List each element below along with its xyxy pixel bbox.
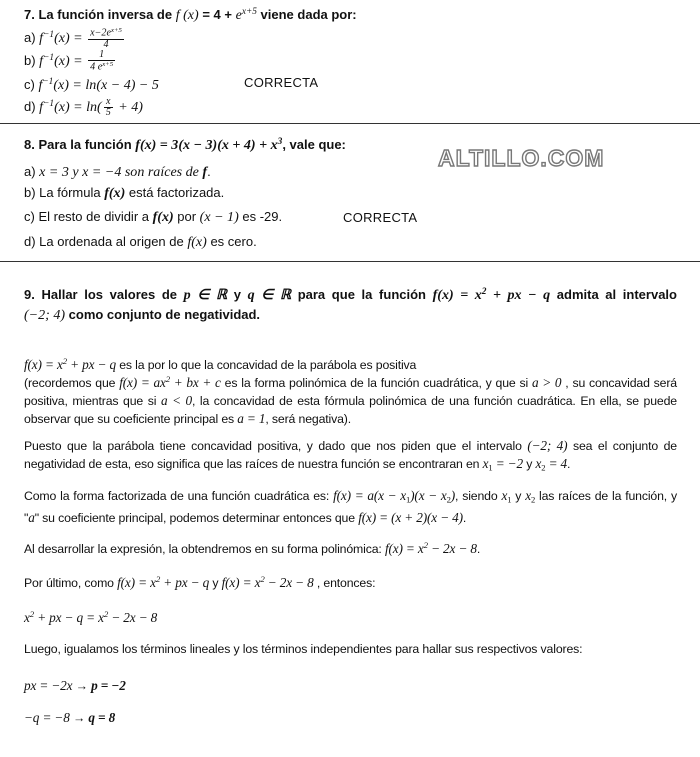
math-segment: x+5 xyxy=(241,7,257,17)
text-segment: , será negativa). xyxy=(265,411,352,426)
math-segment: − 2x − 8 xyxy=(108,609,158,625)
text-segment: admita al intervalo xyxy=(550,287,677,303)
math-segment: (x) = xyxy=(54,53,87,70)
paragraph xyxy=(24,371,677,428)
math-segment: (x) = ln(x − 4) − 5 xyxy=(53,77,159,94)
math-segment: p ∈ ℝ xyxy=(183,287,228,304)
text-segment: por xyxy=(173,209,200,224)
math-segment: −1 xyxy=(43,99,55,109)
math-segment: f xyxy=(39,30,44,47)
q7-title xyxy=(24,3,357,24)
math-segment: a = 1 xyxy=(237,410,266,426)
math-segment: q ∈ ℝ xyxy=(247,287,292,304)
math-segment: 4 xyxy=(103,39,109,51)
q8-option-a xyxy=(24,163,211,181)
math-segment: 3 xyxy=(277,137,283,147)
q8-option-d xyxy=(24,233,257,251)
math-segment: 2 xyxy=(155,574,161,584)
q7-option-b xyxy=(24,49,117,74)
math-segment: 2 xyxy=(446,494,451,505)
text-segment: 8. Para la función xyxy=(24,137,136,153)
math-segment: + px − q = x xyxy=(34,609,104,625)
math-segment: )(x − x xyxy=(410,488,447,503)
math-segment: 1 xyxy=(99,48,105,60)
fraction xyxy=(88,27,124,51)
paragraph xyxy=(24,571,677,592)
math-segment: 4 e xyxy=(90,62,103,74)
text-segment: y xyxy=(511,489,526,503)
math-segment: f(x) = 3(x − 3)(x + 4) + x xyxy=(135,137,278,154)
math-segment: a < 0 xyxy=(161,392,192,408)
math-segment: a xyxy=(28,509,35,525)
text-segment: como conjunto de negatividad. xyxy=(65,307,261,322)
math-segment: 1 xyxy=(406,494,411,505)
paragraph xyxy=(24,641,677,658)
math-segment: + 4) xyxy=(114,99,143,116)
result-p xyxy=(24,677,677,695)
text-segment: es la por lo que la concavidad de la parábola es positiva xyxy=(115,357,417,372)
text-segment: c) xyxy=(24,77,39,93)
q7-correct-label: CORRECTA xyxy=(244,75,319,90)
math-segment: − 2x − 8 xyxy=(427,540,477,556)
text-segment: las raíces de la función, y " xyxy=(24,489,677,525)
text-segment: , siendo xyxy=(455,489,502,503)
denominator xyxy=(104,108,113,119)
math-segment: 2 xyxy=(29,609,35,619)
math-segment: f (x) xyxy=(175,7,199,24)
text-segment: Por último, como xyxy=(24,575,118,590)
text-segment: sea el conjunto de negatividad de esta, eso significa que las raíces de nuestra función se encontraran en xyxy=(24,439,677,471)
math-segment: 5 xyxy=(105,107,111,119)
text-segment: Al desarrollar la expresión, la obtendremos en su forma polinómica: xyxy=(24,541,385,556)
math-segment: −1 xyxy=(43,30,55,40)
fraction xyxy=(104,97,113,119)
text-segment: Como la forma factorizada de una función cuadrática es: xyxy=(24,489,334,503)
math-segment: 1 xyxy=(507,494,512,505)
math-segment: x xyxy=(525,488,531,503)
math-segment: a > 0 xyxy=(531,374,562,390)
separator xyxy=(0,261,700,262)
math-segment: −1 xyxy=(43,53,55,63)
fraction xyxy=(88,50,115,74)
paragraph xyxy=(24,487,677,527)
math-segment: (−2; 4) xyxy=(24,307,66,323)
math-segment: 2 xyxy=(481,287,487,297)
text-segment: está factorizada. xyxy=(125,185,225,200)
math-segment: 2 xyxy=(103,609,109,619)
text-segment: y xyxy=(227,287,248,303)
text-segment: viene dada por: xyxy=(256,7,357,23)
math-segment: −q = −8 xyxy=(24,710,70,725)
text-segment: a) xyxy=(24,30,40,46)
math-segment: + px − q xyxy=(160,574,210,590)
text-segment: (recordemos que xyxy=(24,375,120,390)
text-segment: d) La ordenada al origen de xyxy=(24,234,188,249)
q8-option-c xyxy=(24,208,282,226)
text-segment: b) La fórmula xyxy=(24,185,105,200)
text-segment: Puesto que la parábola tiene concavidad positiva, y dado que nos piden que el intervalo xyxy=(24,439,528,453)
q7-option-c xyxy=(24,73,159,94)
math-segment: x xyxy=(24,609,30,625)
math-segment: f(x) xyxy=(187,234,207,250)
math-segment: + px − q xyxy=(66,356,116,372)
math-segment: x+5 xyxy=(102,61,114,69)
math-segment: − 2x − 8 xyxy=(264,574,314,590)
text-segment: Luego, igualamos los términos lineales y los términos independientes para hallar sus respectivos valores: xyxy=(24,642,583,656)
text-segment: 9. Hallar los valores de xyxy=(24,287,184,303)
q8-option-b xyxy=(24,184,224,202)
numerator xyxy=(88,27,124,40)
math-segment: f(x) = (x + 2)(x − 4) xyxy=(358,509,463,525)
math-segment: + px − q xyxy=(486,287,551,304)
math-segment: ) xyxy=(450,488,456,503)
math-segment: f(x) xyxy=(104,185,126,201)
math-segment: f(x) = x xyxy=(384,540,424,556)
math-segment: 2 xyxy=(165,374,170,384)
math-segment: x−2e xyxy=(90,27,111,39)
math-segment: (x) = ln( xyxy=(54,99,102,116)
math-segment: f(x) = x xyxy=(432,287,482,304)
q7-option-a xyxy=(24,26,126,51)
math-segment: x xyxy=(535,456,542,471)
math-segment: 2 xyxy=(530,494,536,505)
text-segment: b) xyxy=(24,53,40,69)
text-segment: a) xyxy=(24,164,40,179)
text-segment: . xyxy=(207,164,211,179)
text-segment: , vale que: xyxy=(282,137,346,153)
math-segment: x xyxy=(106,95,111,107)
math-segment: e xyxy=(235,7,242,24)
math-segment: f(x) = x xyxy=(221,574,261,590)
math-segment: −1 xyxy=(42,77,54,87)
text-segment: → xyxy=(72,679,92,693)
text-segment: = 4 + xyxy=(198,7,236,23)
paragraph xyxy=(24,537,677,558)
math-segment: f(x) = a(x − x xyxy=(333,488,406,503)
math-segment: 1 xyxy=(488,462,493,473)
math-segment: (x) = xyxy=(54,30,87,47)
text-segment: , la concavidad de esta fórmula polinómica de una función cuadrática. En ella, se puede observar que su coeficiente principal es xyxy=(24,393,677,426)
text-segment: . xyxy=(476,541,481,556)
math-segment: p = −2 xyxy=(91,678,126,693)
text-segment: es la forma polinómica de la función cuadrática, y que si xyxy=(220,375,532,390)
math-segment: + bx + c xyxy=(169,374,221,390)
q7-option-d xyxy=(24,95,143,119)
q8-correct-label: CORRECTA xyxy=(343,210,418,225)
math-segment: = −2 xyxy=(492,456,523,471)
math-segment: 2 xyxy=(62,356,67,366)
q8-title xyxy=(24,133,346,154)
math-segment: = 4 xyxy=(545,456,568,471)
math-segment: x = 3 y x = −4 son raíces de xyxy=(39,164,203,180)
q9-title-line2 xyxy=(24,306,260,324)
altillo-watermark: ALTILLO.COM xyxy=(438,145,605,171)
math-segment: f(x) = x xyxy=(24,356,63,372)
text-segment: . xyxy=(567,457,571,471)
math-segment: (−2; 4) xyxy=(527,438,568,453)
equation xyxy=(24,606,677,627)
text-segment: y xyxy=(209,575,222,590)
math-segment: x xyxy=(501,488,508,503)
math-segment: f xyxy=(38,77,43,94)
text-segment: c) El resto de dividir a xyxy=(24,209,153,224)
math-segment: (x − 1) xyxy=(199,209,239,225)
text-segment: 7. La función inversa de xyxy=(24,7,176,23)
q9-title-line1 xyxy=(24,283,677,304)
denominator xyxy=(88,61,115,73)
text-segment: y xyxy=(522,457,536,471)
separator xyxy=(0,123,700,124)
math-segment: 2 xyxy=(260,574,265,584)
math-segment: f(x) xyxy=(152,209,174,225)
result-q xyxy=(24,709,677,727)
math-segment: x+5 xyxy=(110,26,122,34)
text-segment: → xyxy=(69,711,89,725)
text-segment: . xyxy=(462,510,467,525)
text-segment: para que la función xyxy=(291,287,433,303)
numerator xyxy=(88,50,115,62)
paragraph xyxy=(24,437,677,477)
text-segment: es cero. xyxy=(206,234,257,249)
math-segment: 2 xyxy=(423,540,428,550)
text-segment: , entonces: xyxy=(313,575,376,590)
math-segment: px = −2x xyxy=(24,678,73,693)
math-segment: f xyxy=(39,53,44,70)
text-segment: es -29. xyxy=(238,209,283,224)
math-segment: q = 8 xyxy=(88,710,116,725)
text-segment: , su concavidad será positiva, mientras que si xyxy=(24,375,677,408)
math-segment: f xyxy=(39,99,44,116)
text-segment: d) xyxy=(24,99,40,115)
math-segment: f(x) = x xyxy=(117,574,156,590)
math-segment: f xyxy=(202,164,208,180)
text-segment: " su coeficiente principal, podemos determinar entonces que xyxy=(34,510,359,525)
math-segment: 2 xyxy=(541,462,546,473)
math-segment: x xyxy=(482,456,489,471)
math-segment: f(x) = ax xyxy=(119,374,166,390)
